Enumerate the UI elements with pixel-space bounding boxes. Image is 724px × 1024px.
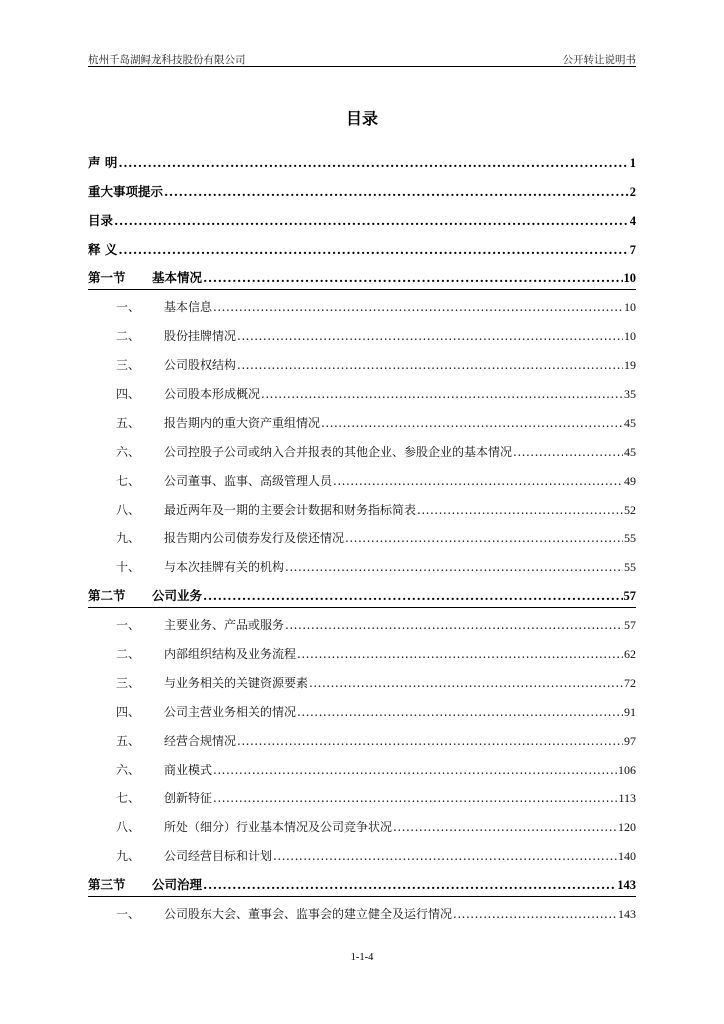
- toc-entry-label: 公司股东大会、董事会、监事会的建立健全及运行情况: [164, 907, 453, 922]
- toc-entry-label: 公司业务: [152, 588, 203, 604]
- toc-entry-label: 最近两年及一期的主要会计数据和财务指标简表: [164, 502, 417, 517]
- toc-entry-label: 报告期内的重大资产重组情况: [164, 415, 321, 430]
- toc-entry-page: 62: [624, 647, 636, 662]
- toc-entry-number: 第三节: [88, 877, 126, 893]
- toc-entry-page: 106: [618, 762, 636, 777]
- toc-entry-page: 7: [629, 242, 636, 257]
- toc-dot-leader: [285, 560, 623, 574]
- toc-entry[interactable]: [88, 608, 636, 637]
- footer-page-number: 1-1-4: [350, 952, 374, 963]
- toc-entry-page: 1: [629, 155, 636, 170]
- toc-dot-leader: [273, 849, 617, 863]
- toc-entry[interactable]: [88, 695, 636, 724]
- toc-entry-page: 57: [624, 618, 636, 633]
- page-footer: [0, 952, 724, 963]
- toc-entry-page: 2: [629, 184, 636, 199]
- toc-entry-label: 股份挂牌情况: [164, 329, 237, 344]
- toc-entry-page: 72: [624, 675, 636, 690]
- toc-entry-label: 经营合规情况: [164, 733, 237, 748]
- toc-entry-page: 35: [624, 387, 636, 402]
- toc-entry-number: 二、: [116, 647, 141, 662]
- toc-entry-label: 基本信息: [164, 300, 213, 315]
- header-company-name: 杭州千岛湖鲟龙科技股份有限公司: [88, 54, 246, 66]
- toc-entry[interactable]: [88, 897, 636, 926]
- toc-entry-label: 报告期内公司债券发行及偿还情况: [164, 531, 345, 546]
- toc-entry-label: 创新特征: [164, 791, 213, 806]
- toc-entry[interactable]: [88, 550, 636, 579]
- toc-entry-label: 公司治理: [152, 877, 203, 893]
- toc-dot-leader: [297, 647, 623, 661]
- toc-dot-leader: [261, 387, 623, 401]
- toc-dot-leader: [297, 705, 623, 719]
- toc-entry[interactable]: [88, 464, 636, 493]
- toc-entry[interactable]: [88, 839, 636, 868]
- header-document-type: 公开转让说明书: [562, 54, 636, 66]
- toc-entry-page: 45: [624, 415, 636, 430]
- toc-entry[interactable]: [88, 319, 636, 348]
- toc-dot-leader: [203, 588, 622, 603]
- toc-entry-page: 120: [618, 820, 636, 835]
- toc-entry-page: 19: [624, 358, 636, 373]
- toc-entry-number: 五、: [116, 415, 141, 430]
- page-header: [88, 50, 636, 66]
- toc-entry[interactable]: [88, 579, 636, 608]
- table-of-contents: [88, 146, 636, 926]
- page-title: 目录: [345, 109, 378, 128]
- toc-entry-number: 第二节: [88, 588, 126, 604]
- toc-dot-leader: [237, 329, 623, 343]
- toc-dot-leader: [213, 300, 623, 314]
- toc-entry-number: 二、: [116, 329, 141, 344]
- toc-entry-page: 49: [624, 473, 636, 488]
- toc-entry-label: 公司董事、监事、高级管理人员: [164, 473, 333, 488]
- toc-entry[interactable]: [88, 233, 636, 262]
- toc-entry-page: 52: [624, 502, 636, 517]
- toc-entry-number: 九、: [116, 849, 141, 864]
- toc-dot-leader: [118, 155, 628, 170]
- toc-entry[interactable]: [88, 522, 636, 551]
- toc-dot-leader: [114, 213, 629, 228]
- toc-entry-page: 55: [624, 531, 636, 546]
- toc-entry-label: 公司控股子公司或纳入合并报表的其他企业、参股企业的基本情况: [164, 444, 513, 459]
- toc-entry-page: 10: [624, 329, 636, 344]
- toc-entry-page: 113: [618, 791, 636, 806]
- toc-entry-label: 目录: [88, 212, 114, 228]
- toc-dot-leader: [213, 763, 617, 777]
- toc-entry[interactable]: [88, 782, 636, 811]
- toc-entry[interactable]: [88, 435, 636, 464]
- toc-entry-label: 公司主营业务相关的情况: [164, 704, 297, 719]
- toc-entry-label: 重大事项提示: [88, 183, 164, 199]
- toc-dot-leader: [237, 358, 623, 372]
- toc-dot-leader: [118, 242, 628, 257]
- toc-entry[interactable]: [88, 493, 636, 522]
- toc-entry[interactable]: [88, 204, 636, 233]
- toc-entry-label: 与业务相关的关键资源要素: [164, 675, 309, 690]
- toc-entry-label: 所处（细分）行业基本情况及公司竞争状况: [164, 820, 393, 835]
- toc-entry-page: 97: [624, 733, 636, 748]
- toc-entry-label: 公司股权结构: [164, 358, 237, 373]
- toc-dot-leader: [321, 416, 623, 430]
- toc-entry[interactable]: [88, 377, 636, 406]
- toc-dot-leader: [285, 618, 623, 632]
- toc-entry[interactable]: [88, 666, 636, 695]
- toc-entry-page: 45: [624, 444, 636, 459]
- toc-dot-leader: [513, 445, 623, 459]
- toc-entry[interactable]: [88, 348, 636, 377]
- toc-entry-number: 一、: [116, 618, 141, 633]
- toc-entry-number: 三、: [116, 358, 141, 373]
- toc-entry-number: 一、: [116, 907, 141, 922]
- toc-entry[interactable]: [88, 753, 636, 782]
- toc-entry[interactable]: [88, 290, 636, 319]
- toc-entry-label: 公司股本形成概况: [164, 387, 261, 402]
- toc-dot-leader: [164, 184, 629, 199]
- toc-dot-leader: [417, 503, 623, 517]
- toc-entry-label: 公司经营目标和计划: [164, 849, 273, 864]
- toc-dot-leader: [203, 877, 616, 892]
- toc-entry-label: 主要业务、产品或服务: [164, 618, 285, 633]
- toc-dot-leader: [237, 734, 623, 748]
- toc-entry-page: 55: [624, 560, 636, 575]
- toc-dot-leader: [333, 474, 623, 488]
- toc-dot-leader: [213, 791, 617, 805]
- toc-entry-page: 91: [624, 704, 636, 719]
- toc-entry-page: 4: [629, 213, 636, 228]
- toc-entry-number: 一、: [116, 300, 141, 315]
- toc-entry-number: 八、: [116, 502, 141, 517]
- toc-dot-leader: [393, 820, 617, 834]
- toc-entry-label: 商业模式: [164, 762, 213, 777]
- toc-entry[interactable]: [88, 262, 636, 291]
- toc-entry[interactable]: [88, 868, 636, 897]
- toc-entry-number: 四、: [116, 704, 141, 719]
- toc-entry-number: 五、: [116, 733, 141, 748]
- toc-entry-label: 声 明: [88, 154, 118, 170]
- toc-entry[interactable]: [88, 724, 636, 753]
- toc-entry-page: 10: [623, 271, 636, 286]
- toc-dot-leader: [309, 676, 623, 690]
- toc-entry[interactable]: [88, 810, 636, 839]
- toc-dot-leader: [453, 907, 617, 921]
- toc-entry-label: 内部组织结构及业务流程: [164, 647, 297, 662]
- toc-entry-number: 八、: [116, 820, 141, 835]
- toc-entry-page: 143: [617, 878, 636, 893]
- toc-entry-number: 十、: [116, 560, 141, 575]
- header-divider: [88, 66, 636, 67]
- toc-entry-label: 与本次挂牌有关的机构: [164, 560, 285, 575]
- toc-entry-number: 第一节: [88, 270, 126, 286]
- toc-dot-leader: [345, 531, 623, 545]
- toc-entry-number: 四、: [116, 387, 141, 402]
- toc-entry-number: 九、: [116, 531, 141, 546]
- toc-entry-label: 释 义: [88, 241, 118, 257]
- toc-dot-leader: [203, 270, 622, 285]
- toc-entry-page: 143: [618, 907, 636, 922]
- toc-entry-number: 三、: [116, 675, 141, 690]
- toc-entry-label: 基本情况: [152, 270, 203, 286]
- toc-entry[interactable]: [88, 637, 636, 666]
- toc-entry-page: 140: [618, 849, 636, 864]
- toc-entry[interactable]: [88, 175, 636, 204]
- toc-entry-number: 七、: [116, 791, 141, 806]
- toc-entry-number: 六、: [116, 444, 141, 459]
- toc-entry[interactable]: [88, 146, 636, 175]
- toc-entry-number: 六、: [116, 762, 141, 777]
- toc-entry-page: 57: [623, 589, 636, 604]
- toc-entry-page: 10: [624, 300, 636, 315]
- toc-entry-number: 七、: [116, 473, 141, 488]
- toc-entry[interactable]: [88, 406, 636, 435]
